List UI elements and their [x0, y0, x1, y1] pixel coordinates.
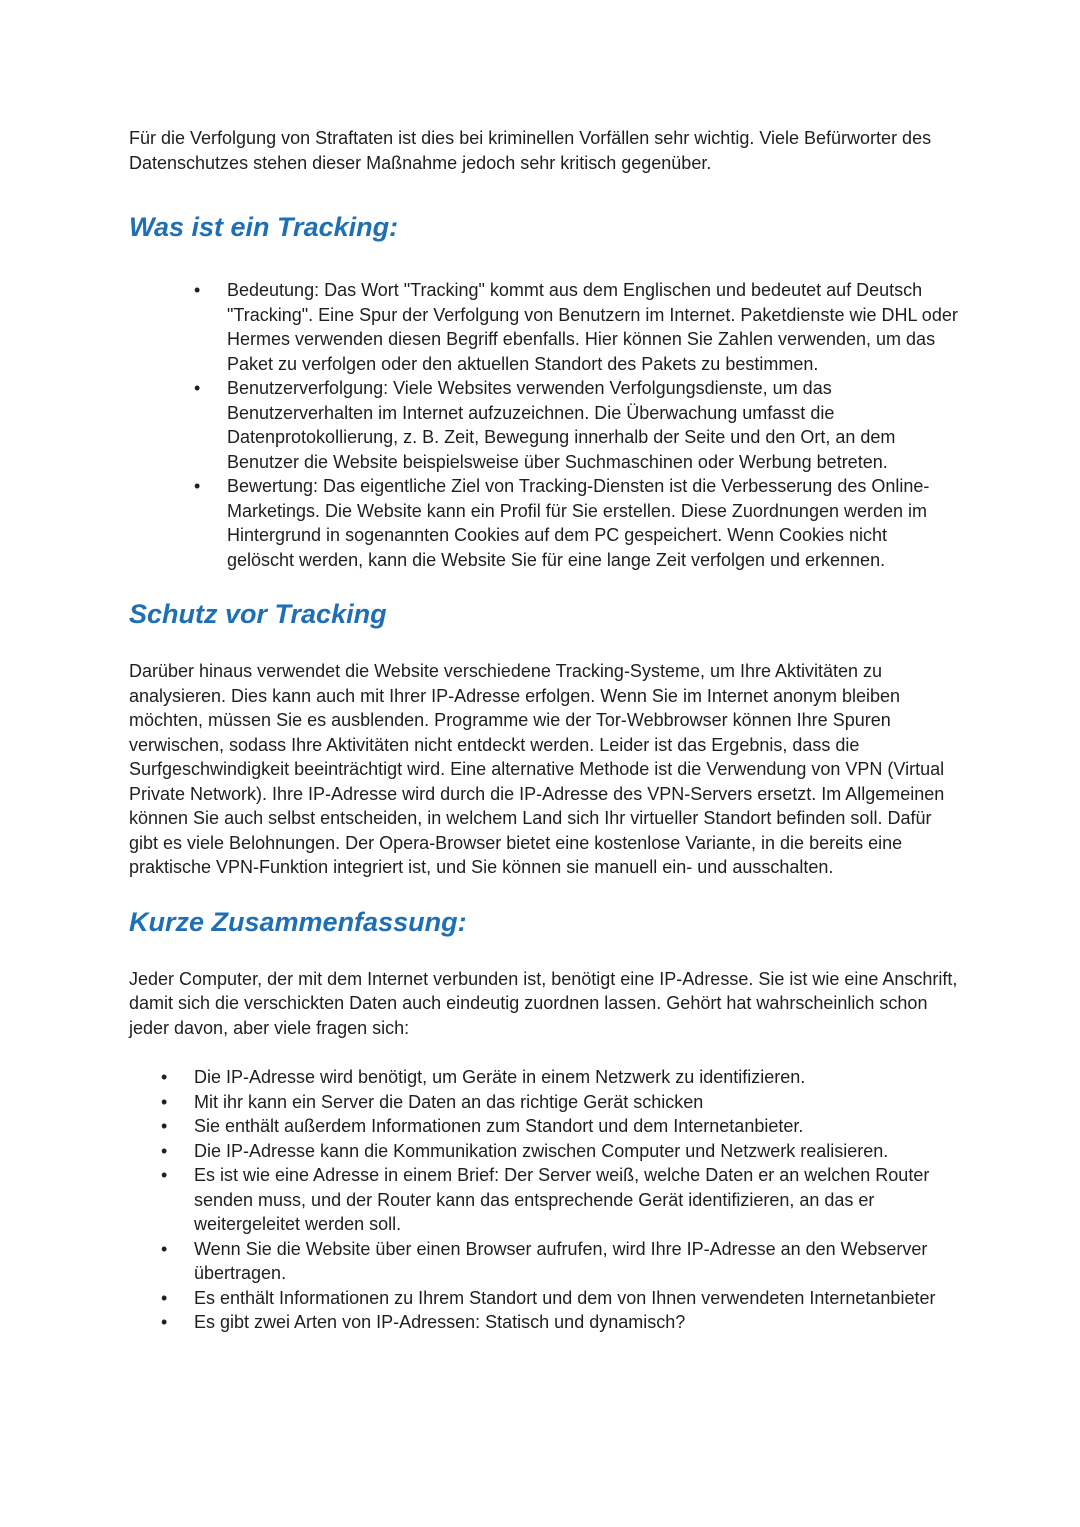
- bullet-icon: •: [194, 476, 201, 496]
- bullet-icon: •: [161, 1116, 168, 1136]
- bullet-icon: •: [161, 1165, 168, 1185]
- heading-schutz-vor-tracking: Schutz vor Tracking: [129, 599, 387, 629]
- list-item-text: Benutzerverfolgung: Viele Websites verwenden Verfolgungsdienste, um das Benutzerverhalten im Internet aufzuzeichnen. Die Überwachung umfasst die Datenprotokollierung, z. B. Zeit, Bewegung innerhalb der Seite und den Ort, an dem Benutzer die Website beispielsweise über Suchmaschinen oder Werbung betreten.: [227, 378, 896, 472]
- bullet-icon: •: [194, 280, 201, 300]
- list-item-text: Es ist wie eine Adresse in einem Brief: Der Server weiß, welche Daten er an welchen Router senden muss, und der Router kann das entsprechende Gerät identifizieren, an das er weitergeleitet werden soll.: [194, 1165, 930, 1234]
- heading-kurze-zusammenfassung: Kurze Zusammenfassung:: [129, 906, 467, 937]
- document-page: [129, 126, 959, 1335]
- summary-paragraph: Jeder Computer, der mit dem Internet verbunden ist, benötigt eine IP-Adresse. Sie ist wie eine Anschrift, damit sich die verschickten Daten auch eindeutig zuordnen lassen. Gehört hat wahrscheinlich schon jeder davon, aber viele fragen sich:: [129, 968, 958, 1038]
- list-item-text: Bedeutung: Das Wort "Tracking" kommt aus dem Englischen und bedeutet auf Deutsch "Tracking". Eine Spur der Verfolgung von Benutzern im Internet. Paketdienste wie DHL oder Hermes verwenden diesen Begriff ebenfalls. Hier können Sie Zahlen verwenden, um das Paket zu verfolgen oder den aktuellen Standort des Pakets zu bestimmen.: [227, 280, 958, 374]
- bullet-icon: •: [161, 1067, 168, 1087]
- list-item-text: Es enthält Informationen zu Ihrem Standort und dem von Ihnen verwendeten Internetanbieter: [194, 1287, 936, 1308]
- list-item-text: Bewertung: Das eigentliche Ziel von Tracking-Diensten ist die Verbesserung des Online-Marketings. Die Website kann ein Profil für Sie erstellen. Diese Zuordnungen werden im Hintergrund in sogenannten Cookies auf dem PC gespeichert. Wenn Cookies nicht gelöscht werden, kann die Website Sie für eine lange Zeit verfolgen und erkennen.: [227, 476, 930, 570]
- list-item-text: Es gibt zwei Arten von IP-Adressen: Statisch und dynamisch?: [194, 1312, 686, 1332]
- list-item-text: Mit ihr kann ein Server die Daten an das richtige Gerät schicken: [194, 1091, 704, 1112]
- list-item: [129, 1090, 959, 1115]
- list-item-text: Die IP-Adresse wird benötigt, um Geräte in einem Netzwerk zu identifizieren.: [194, 1067, 806, 1087]
- heading-was-ist-tracking: Was ist ein Tracking:: [129, 212, 399, 242]
- list-item: [129, 1286, 959, 1311]
- bullet-icon: •: [161, 1091, 168, 1112]
- intro-paragraph: Für die Verfolgung von Straftaten ist dies bei kriminellen Vorfällen sehr wichtig. Viele Befürworter des Datenschutzes stehen dieser Maßnahme jedoch sehr kritisch gegenüber.: [129, 128, 932, 173]
- list-item: [129, 1139, 959, 1164]
- bullet-icon: •: [161, 1287, 168, 1308]
- list-item: [129, 1163, 959, 1237]
- list-item: [129, 1114, 959, 1139]
- bullet-icon: •: [161, 1238, 168, 1259]
- bullet-icon: •: [161, 1140, 168, 1161]
- list-item: [129, 1065, 959, 1090]
- ip-address-facts-list: [129, 1065, 959, 1335]
- bullet-icon: •: [194, 378, 201, 398]
- list-item: [129, 1310, 959, 1335]
- list-item-text: Sie enthält außerdem Informationen zum Standort und dem Internetanbieter.: [194, 1116, 804, 1136]
- list-item: [129, 278, 959, 376]
- bullet-icon: •: [161, 1312, 168, 1332]
- list-item-text: Wenn Sie die Website über einen Browser aufrufen, wird Ihre IP-Adresse an den Webserver übertragen.: [194, 1238, 928, 1283]
- list-item: [129, 376, 959, 474]
- list-item: [129, 1237, 959, 1286]
- tracking-definition-list: [129, 278, 959, 572]
- list-item-text: Die IP-Adresse kann die Kommunikation zwischen Computer und Netzwerk realisieren.: [194, 1140, 889, 1161]
- list-item: [129, 474, 959, 572]
- schutz-paragraph: Darüber hinaus verwendet die Website verschiedene Tracking-Systeme, um Ihre Aktivitäten zu analysieren. Dies kann auch mit Ihrer IP-Adresse erfolgen. Wenn Sie im Internet anonym bleiben möchten, müssen Sie es ausblenden. Programme wie der Tor-Webbrowser können Ihre Spuren verwischen, sodass Ihre Aktivitäten nicht entdeckt werden. Leider ist das Ergebnis, dass die Surfgeschwindigkeit beeinträchtigt wird. Eine alternative Methode ist die Verwendung von VPN (Virtual Private Network). Ihre IP-Adresse wird durch die IP-Adresse des VPN-Servers ersetzt. Im Allgemeinen können Sie auch selbst entscheiden, in welchem Land sich Ihr virtueller Standort befinden soll. Dafür gibt es viele Belohnungen. Der Opera-Browser bietet eine kostenlose Variante, in die bereits eine praktische VPN-Funktion integriert ist, und Sie können sie manuell ein- und ausschalten.: [129, 661, 945, 877]
